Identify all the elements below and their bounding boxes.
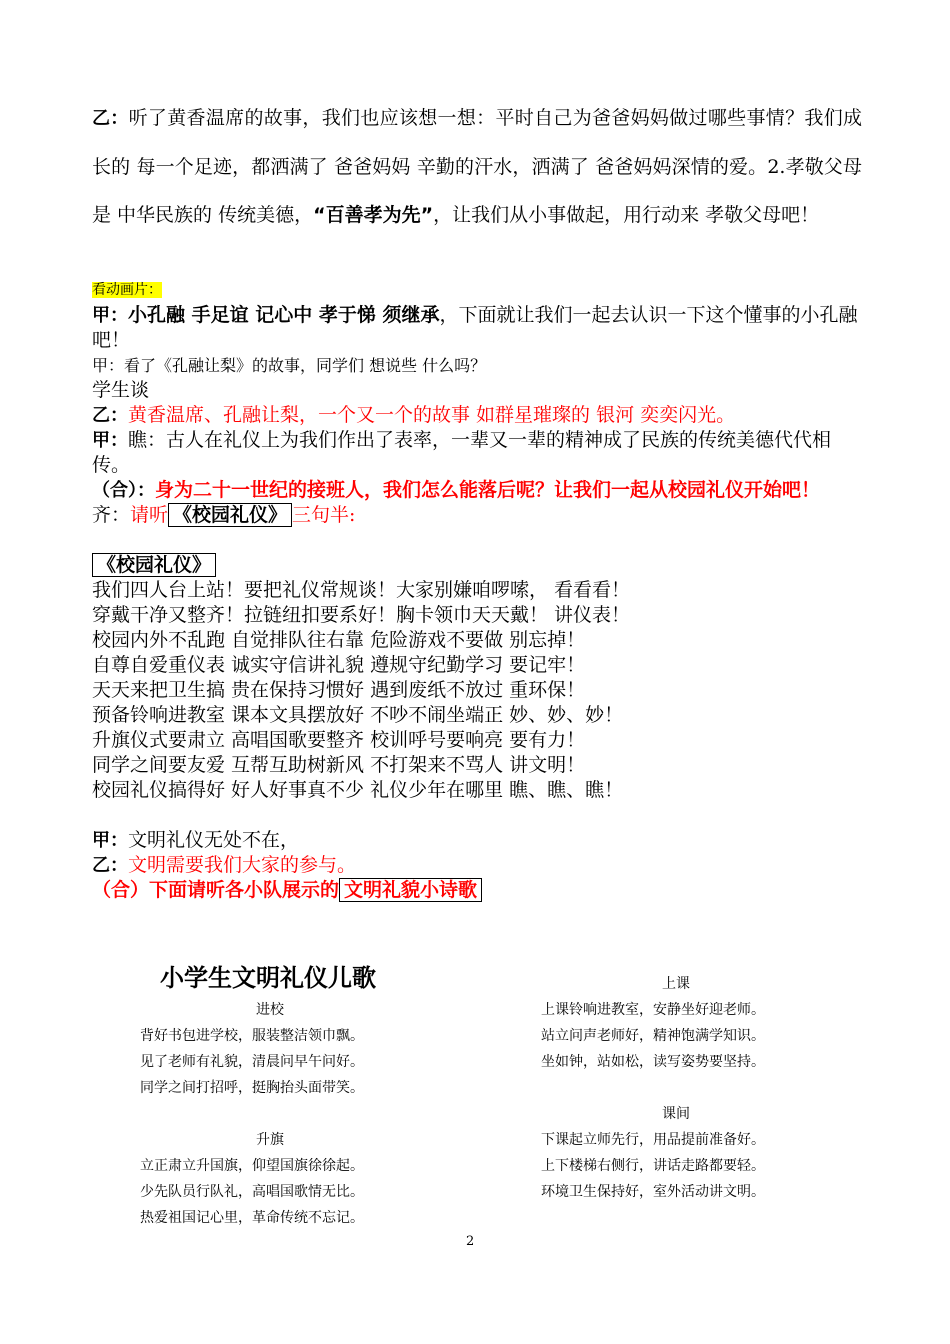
red-line: 黄香温席、孔融让梨，一个又一个的故事 如群星璀璨的 银河 奕奕闪光。 [128, 404, 736, 426]
poem-heading: 课间 [662, 1106, 690, 1122]
chant-line: 自尊自爱重仪表 诚实守信讲礼貌 遵规守纪勤学习 要记牢！ [92, 654, 586, 676]
intro-bold-quote: “百善孝为先” [313, 204, 434, 226]
poem-line: 少先队员行队礼，高唱国歌情无比。 [140, 1184, 364, 1200]
poem-line: 见了老师有礼貌，清晨问早午问好。 [140, 1054, 364, 1070]
speaker-label: 乙： [92, 855, 128, 876]
intro-text-3: ，让我们从小事做起，用行动来 孝敬父母吧！ [433, 204, 820, 226]
boxed-title: 文明礼貌小诗歌 [339, 878, 482, 902]
poem-line: 背好书包进学校，服装整洁领巾飘。 [140, 1028, 364, 1044]
script-section [92, 276, 867, 903]
chant-line: 预备铃响进教室 课本文具摆放好 不吵不闹坐端正 妙、妙、妙！ [92, 704, 624, 726]
red-text: 三句半: [292, 504, 356, 526]
poem-line: 立正肃立升国旗，仰望国旗徐徐起。 [140, 1158, 364, 1174]
chant-line: 穿戴干净又整齐！拉链纽扣要系好！胸卡领巾天天戴！ 讲仪表！ [92, 604, 631, 626]
poem-heading: 上课 [662, 976, 690, 992]
speaker-label: 乙： [92, 108, 129, 129]
poem-line: 站立问声老师好，精神饱满学知识。 [541, 1028, 765, 1044]
poem-heading: 进校 [256, 1002, 284, 1018]
speaker-label: （合）： [92, 480, 155, 501]
highlight-note: 看动画片： [92, 282, 162, 298]
red-text: （合）下面请听各小队展示的 [92, 879, 340, 901]
script-line: 甲：看了《孔融让梨》的故事，同学们 想说些 什么吗？ [92, 356, 487, 375]
page-number: 2 [466, 1234, 475, 1249]
speaker-label: 甲： [92, 305, 128, 326]
poem-line: 上课铃响进教室，安静坐好迎老师。 [541, 1002, 765, 1018]
speaker-label: 齐： [92, 504, 131, 526]
red-text: 请听 [130, 504, 169, 526]
chant-line: 升旗仪式要肃立 高唱国歌要整齐 校训呼号要响亮 要有力！ [92, 729, 586, 751]
poem-title: 小学生文明礼仪儿歌 [160, 964, 376, 992]
poem-line: 上下楼梯右侧行，讲话走路都要轻。 [541, 1158, 765, 1174]
poem-line: 热爱祖国记心里，革命传统不忘记。 [140, 1210, 364, 1226]
chant-line: 我们四人台上站！要把礼仪常规谈！大家别嫌咱啰嗦， 看看看！ [92, 579, 631, 601]
poem-line: 环境卫生保持好，室外活动讲文明。 [541, 1184, 765, 1200]
chant-line: 校园内外不乱跑 自觉排队往右靠 危险游戏不要做 别忘掉！ [92, 629, 586, 651]
script-line: 学生谈 [92, 379, 150, 401]
speaker-label: 乙： [92, 405, 128, 426]
script-line: 瞧：古人在礼仪上为我们作出了表率，一辈又一辈的精神成了民族的传统美德代代相传。 [92, 429, 832, 476]
chant-title: 《校园礼仪》 [92, 553, 216, 577]
script-line: 文明礼仪无处不在， [128, 829, 300, 851]
intro-text-2: 2.孝敬父母 是 中华民族的 传统美德， [92, 156, 862, 226]
chant-line: 校园礼仪搞得好 好人好事真不少 礼仪少年在哪里 瞧、瞧、瞧！ [92, 779, 624, 801]
bold-phrase: 小孔融 手足谊 记心中 孝于悌 须继承 [128, 304, 440, 326]
red-text: 文明需要我们大家的参与。 [128, 854, 357, 876]
speaker-label: 甲： [92, 430, 128, 451]
red-line: 身为二十一世纪的接班人，我们怎么能落后呢？让我们一起从校园礼仪开始吧！ [155, 479, 821, 501]
script-line: ，下面就让我们一起去认识一下这个懂事的小孔融吧！ [92, 304, 858, 351]
intro-paragraph [92, 94, 862, 239]
poem-line: 同学之间打招呼，挺胸抬头面带笑。 [140, 1080, 364, 1096]
poem-left-column [140, 997, 400, 1231]
speaker-label: 甲： [92, 830, 128, 851]
chant-line: 同学之间要友爱 互帮互助树新风 不打架来不骂人 讲文明！ [92, 754, 586, 776]
intro-text: 听了黄香温席的故事，我们也应该想一想：平时自己为爸爸妈妈做过哪些事情？我们成长的 每一个足迹，都洒满了 爸爸妈妈 辛勤的汗水，洒满了 爸爸妈妈深情的爱。 [92, 107, 862, 178]
boxed-title: 《校园礼仪》 [168, 503, 292, 527]
poem-line: 坐如钟，站如松，读写姿势要坚持。 [541, 1054, 765, 1070]
poem-heading: 升旗 [256, 1132, 284, 1148]
poem-line: 下课起立师先行，用品提前准备好。 [541, 1132, 765, 1148]
chant-line: 天天来把卫生搞 贵在保持习惯好 遇到废纸不放过 重环保！ [92, 679, 586, 701]
poem-right-column [541, 971, 811, 1205]
